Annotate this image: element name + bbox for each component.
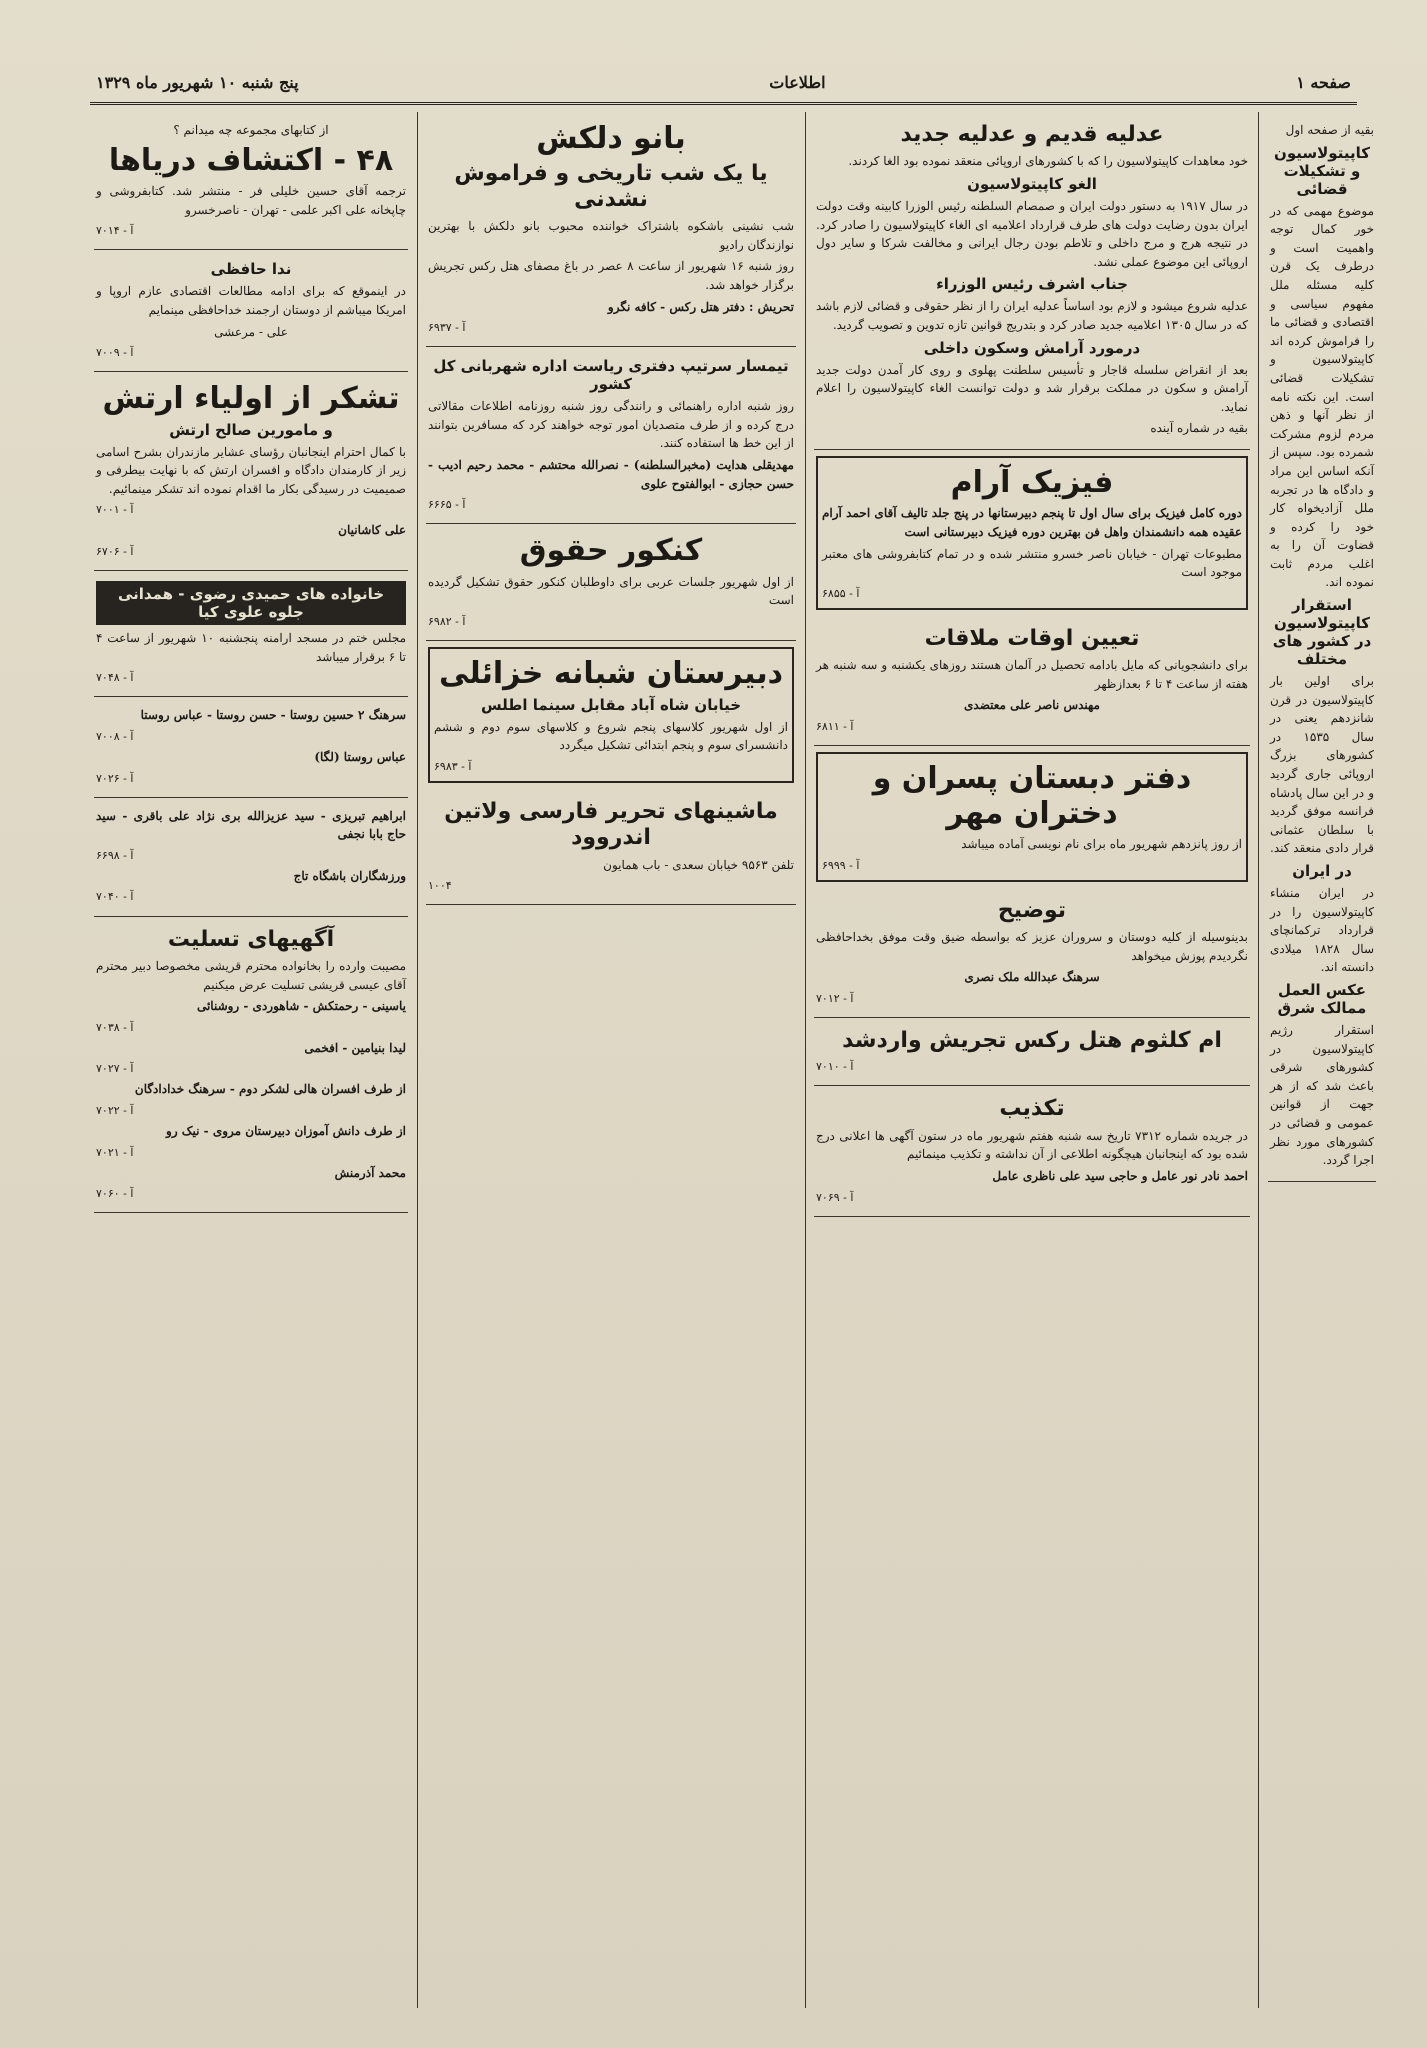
article-subheading: عکس العمل ممالک شرق (1277, 980, 1367, 1017)
ad-ref: آ - ۷۰۱۴ (96, 224, 134, 238)
ad-tabrizi (94, 798, 408, 917)
continued-note: بقیه در شماره آینده (1150, 421, 1248, 436)
article-subheading: الغو کاپیتولاسیون (967, 174, 1097, 193)
ad-title: ندا حافظی (210, 260, 292, 279)
ad-ref: آ - ۷۰۶۹ (816, 1190, 854, 1204)
ad-notice (814, 888, 1250, 1018)
article-text: در ایران منشاء کاپیتولاسیون را در قرارداد ترکمانچای سال ۱۸۲۸ میلادی دانسته اند. (1270, 886, 1375, 975)
column-2 (808, 112, 1256, 2008)
article-subheading: جناب اشرف رئیس الوزراء (936, 275, 1128, 294)
ad-signature: علی - مرعشی (214, 324, 288, 339)
ad-signature: از طرف افسران هالی لشکر دوم - سرهنگ خدادادگان (134, 1082, 406, 1097)
ad-text: با کمال احترام اینجانبان رؤسای عشایر مازندران بشرح اسامی زیر از کارمندان دادگاه و افسران ارتش که با نهایت بیطرفی و صمیمیت در رسیدگی بکار ما اقدام نموده اند تشکر مینمائیم. (96, 444, 406, 496)
ad-subtitle: خیابان شاه آباد مقابل سینما اطلس (480, 695, 742, 714)
ad-ref: آ - ۷۰۶۰ (96, 1187, 134, 1201)
ad-ref: آ - ۷۰۱۲ (816, 991, 854, 1005)
article-text: استقرار رژیم کاپیتولاسیون در کشورهای شرقی باعث شد که از هر جهت از قوانین عمومی و قضائی در کشورهای مورد نظر اجرا گردد. (1270, 1022, 1374, 1168)
article-text: در سال ۱۹۱۷ به دستور دولت ایران و صمصام السلطنه رئیس الوزرا کابینه وقت دولت ایران بدون رضایت دولت های طرف قرارداد اعلامیه ای الغاء کاپیتولاسیون را صادر کرد. در نتیجه هرج و مرج داخلی و تلاطم بودن رجال ایرانی و مخالفت شرکا و سایر دول اروپائی این موضوع عملی نشد. (816, 198, 1248, 269)
issue-date: پنج شنبه ۱۰ شهریور ماه ۱۳۲۹ (96, 72, 299, 92)
ad-title: دبیرستان شبانه خزائلی (439, 656, 783, 692)
article-subheading: درمورد آرامش وسکون داخلی (923, 338, 1141, 357)
ad-text: شب نشینی باشکوه باشتراک خواننده محبوب بانو دلکش با بهترین نوازندگان رادیو (428, 219, 794, 252)
article-judiciary (814, 112, 1250, 450)
article-capitulation (1268, 112, 1376, 1182)
continued-note: بقیه از صفحه اول (1285, 123, 1374, 137)
article-subheading: استقرار کاپیتولاسیون در کشور های مختلف (1272, 596, 1372, 669)
ad-text: برای دانشجویانی که مایل بادامه تحصیل در آلمان هستند روزهای یکشنبه و سه شنبه هر هفته از ساعت ۴ تا ۶ بعدازظهر (816, 658, 1249, 691)
ad-title: ۴۸ - اکتشاف دریاها (108, 142, 394, 178)
ad-rousta (94, 697, 408, 797)
ad-umm-kulthum (814, 1018, 1250, 1086)
ad-signature: سرهنگ ۲ حسین روستا - حسن روستا - عباس روستا (140, 708, 406, 723)
ad-army-thanks (94, 372, 408, 571)
ad-ref: آ - ۷۰۰۱ (96, 503, 134, 517)
ad-subtitle: و مامورین صالح ارتش (169, 420, 333, 439)
ad-ref: آ - ۷۰۲۷ (96, 1062, 134, 1076)
newspaper-name: اطلاعات (769, 72, 826, 92)
ad-ref: آ - ۶۶۶۵ (428, 498, 466, 512)
ad-ref: آ - ۷۰۱۰ (816, 1060, 854, 1074)
column-rule (1258, 112, 1259, 2008)
ad-delkash (426, 112, 796, 347)
ad-signature: عباس روستا (لگا) (314, 750, 406, 764)
ad-text: تلفن ۹۵۶۳ خیابان سعدی - باب همایون (603, 857, 794, 872)
ad-title: خانواده های حمیدی رضوی - همدانی جلوه علوی کیا (96, 581, 406, 625)
article-text: بعد از انقراض سلسله قاجار و تأسیس سلطنت پهلوی و روی کار آمدن دولت جدید آرامش و سکون در مملکت برقرار شد و دولت توانست الغاء کاپیتولاسیون را اعلام نماید. (816, 362, 1248, 414)
article-text: روز شنبه اداره راهنمائی و رانندگی روز شنبه روزنامه اطلاعات مقالاتی درج کرده و از طرف متصدیان امور توجه خواهند کرد که مسافرین بتوانند از این خط ها استفاده کنند. (428, 399, 794, 451)
ad-ref: آ - ۶۶۹۸ (96, 848, 134, 862)
masthead (90, 62, 1357, 105)
ad-typewriters (426, 789, 796, 905)
ad-text: تحریش : دفتر هتل رکس - کافه نگرو (607, 299, 794, 314)
ad-signature: احمد نادر نور عامل و حاجی سید علی ناظری عامل (992, 1168, 1248, 1183)
ad-ref: آ - ۶۷۰۶ (96, 545, 134, 559)
column-rule (805, 112, 806, 2008)
ad-ref: آ - ۶۹۳۷ (428, 321, 466, 335)
column-3 (420, 112, 802, 2008)
ad-title: ماشینهای تحریر فارسی ولاتین اندروود (444, 798, 778, 851)
article-text: خود معاهدات کاپیتولاسیون را که با کشورهای اروپائی منعقد نموده بود الغا کردند. (848, 154, 1248, 169)
ad-text: از روز پانزدهم شهریور ماه برای نام نویسی آماده میباشد (961, 837, 1242, 852)
article-text: موضوع مهمی که در خور کمال توجه واهمیت است و درطرف یک قرن کلیه مسئله ملل مفهوم سیاسی و اقتصادی و قضائی ما را فراموش کرده اند کاپیتولاسیون و تشکیلات قضائی است. این نکته نامه از نظر آنها و ذهن مردم لزوم مشرکت شمرده بود. سپس از آنکه اساس این مراد و دادگاه ها در تجربه ملل آزادیخواه کار خود را کرده و قضاوت آن را به اغلب مردم ثابت نموده اند. (1270, 203, 1374, 590)
article-title: کاپیتولاسیون و تشکیلات قضائی (1274, 143, 1370, 198)
ad-title: تشکر از اولیاء ارتش (102, 381, 400, 417)
article-title: تیمسار سرتیپ دفتری ریاست اداره شهربانی کل کشور (433, 357, 789, 394)
signatories: مهدیقلی هدایت (مخبرالسلطنه) - نصرالله محتشم - محمد رحیم ادیب - حسن حجازی - ابوالفتوح علوی (428, 458, 794, 491)
ad-ref: آ - ۶۹۸۳ (434, 759, 472, 773)
ad-title: کنکور حقوق (519, 533, 703, 569)
column-4 (88, 112, 414, 2008)
ad-ref: آ - ۷۰۲۲ (96, 1103, 134, 1117)
ad-denial (814, 1086, 1250, 1216)
ad-signature: از طرف دانش آموزان دبیرستان مروی - نیک رو (166, 1124, 406, 1139)
ad-ref: آ - ۶۸۵۵ (822, 586, 860, 600)
ad-text: از اول شهریور جلسات عربی برای داوطلبان کنکور حقوق تشکیل گردیده است (428, 574, 794, 608)
ad-signature: ابراهیم تبریزی - سید عزیزالله بری نژاد علی باقری - سید حاج بابا نجفی (96, 808, 406, 842)
ad-text: مجلس ختم در مسجد ارامنه پنجشنبه ۱۰ شهریور از ساعت ۴ تا ۶ برقرار میباشد (96, 631, 406, 664)
ad-ref: آ - ۶۹۸۲ (428, 615, 466, 628)
ad-title: تعیین اوقات ملاقات (924, 625, 1140, 651)
ad-text: بدینوسیله از کلیه دوستان و سروران عزیز که بواسطه ضیق وقت موفق بخداحافظی نگردیدم پوزش میخواهد (816, 930, 1248, 963)
ad-signature: لیدا بنیامین - افخمی (304, 1040, 406, 1055)
ad-ref: ۱۰۰۴ (428, 879, 452, 893)
ad-text: مصیبت وارده را بخانواده محترم قریشی مخصوصا دبیر محترم آقای عیسی قریشی تسلیت عرض میکنیم (96, 958, 406, 992)
ad-title: بانو دلکش (536, 121, 686, 156)
ad-text: روز شنبه ۱۶ شهریور از ساعت ۸ عصر در باغ مصفای هتل رکس تجریش برگزار خواهد شد. (428, 259, 795, 293)
ad-physics-book (816, 456, 1248, 610)
ad-title: توضیح (997, 897, 1067, 923)
ad-title: ام کلثوم هتل رکس تجریش واردشد (842, 1027, 1222, 1053)
ad-subtitle: دوره کامل فیزیک برای سال اول تا پنجم دبیرستانها در پنج جلد تالیف آقای احمد آرام عقیده همه دانشمندان واهل فن بهترین دوره فیزیک دبیرستانی است (822, 506, 1242, 540)
ad-subtitle: یا یک شب تاریخی و فراموش نشدنی (454, 160, 768, 212)
ad-ref: آ - ۷۰۴۸ (96, 671, 134, 685)
article-title: عدلیه قدیم و عدلیه جدید (900, 122, 1164, 147)
ad-text: از اول شهریور کلاسهای پنجم شروع و کلاسهای سوم دوم و ششم دانشسرای سوم و پنجم ابتدائی تشکیل میگردد (434, 719, 788, 753)
ad-condolences (94, 917, 408, 1214)
ad-mehr-school (816, 752, 1248, 882)
ad-text: در اینموقع که برای ادامه مطالعات اقتصادی عازم اروپا و امریکا میباشم از دوستان ارجمند خداحافظی مینمایم (96, 284, 406, 317)
ad-ref: آ - ۷۰۰۸ (96, 729, 134, 743)
ad-ref: آ - ۷۰۲۱ (96, 1145, 134, 1159)
article-police (426, 347, 796, 524)
ad-signature: مهندس ناصر علی معتضدی (964, 698, 1100, 713)
ad-ref: آ - ۷۰۳۸ (96, 1020, 134, 1034)
ad-ref: آ - ۶۹۹۹ (822, 858, 860, 872)
column-rule (417, 112, 418, 2008)
column-1 (1262, 112, 1382, 2008)
ad-ref: آ - ۷۰۰۹ (96, 346, 134, 360)
article-subheading: در ایران (1292, 862, 1352, 880)
ad-law-exam (426, 524, 796, 641)
ad-ref: آ - ۷۰۴۰ (96, 890, 134, 904)
ad-farewell (94, 250, 408, 372)
ad-signature: ورزشگاران باشگاه تاج (293, 868, 406, 883)
article-text: برای اولین بار کاپیتولاسیون در قرن شانزدهم یعنی در سال ۱۵۳۵ در کشورهای بزرگ اروپائی جاری گردید و در این سال پادشاه فرانسه موفق گردید با سلطان عثمانی قرار دادی منعقد کند. (1270, 674, 1375, 856)
ad-title: تکذیب (999, 1096, 1065, 1122)
ad-book-seas (94, 112, 408, 250)
ad-khazaeli-school (428, 647, 794, 783)
page-number: صفحه ۱ (1296, 72, 1351, 92)
ad-signature: سرهنگ عبدالله ملک نصری (964, 970, 1100, 985)
ad-signature: یاسینی - رحمتکش - شاهوردی - روشنائی (196, 999, 406, 1014)
ad-title: دفتر دبستان پسران و دختران مهر (872, 761, 1192, 831)
ad-title: فیزیک آرام (950, 464, 1114, 500)
ad-text: در جریده شماره ۷۳۱۲ تاریخ سه شنبه هفتم شهریور ماه در ستون آگهی ها اعلانی درج شده بود که اینجانبان هیچگونه اطلاعی از آن نداشته و تکذیب مینمائیم (816, 1128, 1249, 1162)
ad-meeting-times (814, 616, 1250, 746)
ad-text: مطبوعات تهران - خیابان ناصر خسرو منتشر شده و در تمام کتابفروشی های معتبر موجود است (822, 546, 1242, 580)
ad-ref: آ - ۷۰۲۶ (96, 771, 134, 785)
ad-signature: محمد آذرمنش (334, 1165, 406, 1180)
ad-ref: آ - ۶۸۱۱ (816, 720, 854, 734)
ad-kicker: از کتابهای مجموعه چه میدانم ؟ (173, 123, 329, 137)
ad-signature: علی کاشانیان (338, 523, 406, 538)
ad-families (94, 571, 408, 697)
ad-text: ترجمه آقای حسین خلیلی فر - منتشر شد. کتابفروشی و چاپخانه علی اکبر علمی - تهران - ناصرخسرو (96, 184, 406, 217)
ad-title: آگهیهای تسلیت (167, 926, 335, 952)
article-text: عدلیه شروع میشود و لازم بود اساساً عدلیه ایران را از نظر حقوقی و قضائی لازم باشد که در سال ۱۳۰۵ اعلامیه جدید صادر کرد و بتدریج قوانین تازه تدوین و تصویب گردید. (816, 299, 1248, 332)
